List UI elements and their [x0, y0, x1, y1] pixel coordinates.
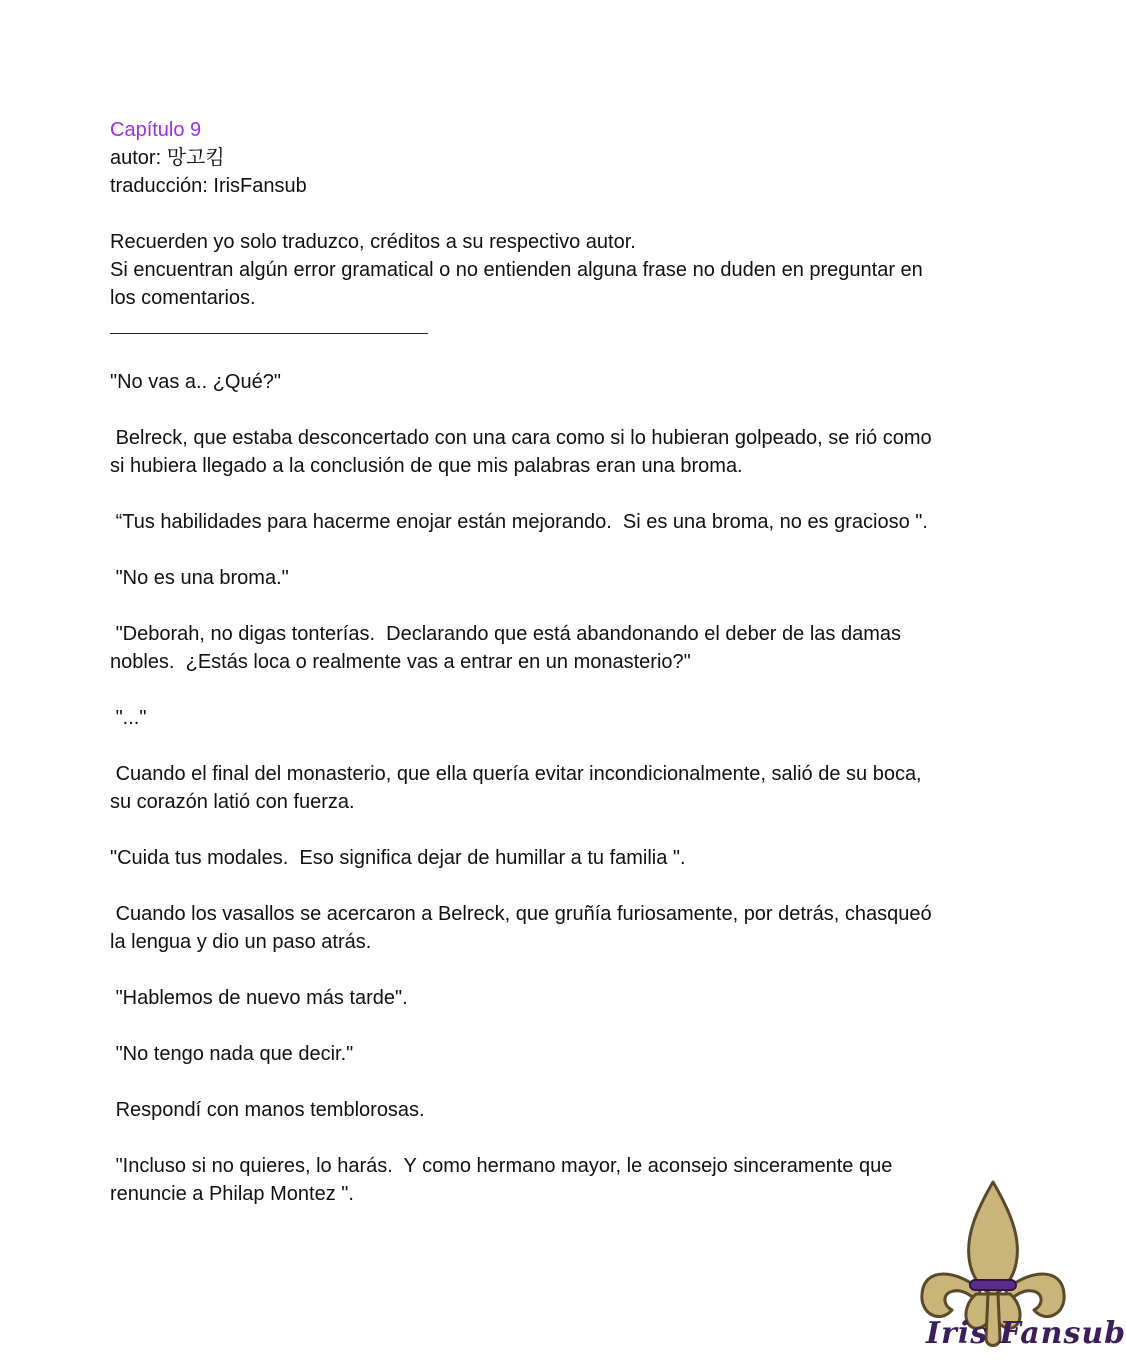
- paragraph: "No vas a.. ¿Qué?": [110, 371, 281, 393]
- chapter-title: Capítulo 9: [110, 119, 202, 141]
- paragraph: Cuando los vasallos se acercaron a Belreck, que gruñía furiosamente, por detrás, chasqueó la lengua y dio un paso atrás.: [110, 903, 938, 953]
- paragraph: "...": [110, 707, 147, 729]
- intro-line: Recuerden yo solo traduzco, créditos a su respectivo autor.: [110, 231, 636, 253]
- translation-line: traducción: IrisFansub: [110, 175, 307, 197]
- paragraph: "No tengo nada que decir.": [110, 1043, 354, 1065]
- paragraph: Cuando el final del monasterio, que ella quería evitar incondicionalmente, salió de su boca, su corazón latió con fuerza.: [110, 763, 928, 813]
- paragraph: "Incluso si no quieres, lo harás. Y como hermano mayor, le aconsejo sinceramente que renuncie a Philap Montez ".: [110, 1155, 898, 1205]
- paragraph: "Deborah, no digas tonterías. Declarando que está abandonando el deber de las damas nobles. ¿Estás loca o realmente vas a entrar en un monasterio?": [110, 623, 907, 673]
- paragraph: Respondí con manos temblorosas.: [110, 1099, 425, 1121]
- paragraph: “Tus habilidades para hacerme enojar están mejorando. Si es una broma, no es gracioso ".: [110, 511, 928, 533]
- document-body: [110, 116, 940, 1208]
- paragraph: Belreck, que estaba desconcertado con una cara como si lo hubieran golpeado, se rió como si hubiera llegado a la conclusión de que mis palabras eran una broma.: [110, 427, 938, 477]
- watermark-text: Iris Fansub: [926, 1316, 1126, 1351]
- paragraph: "Cuida tus modales. Eso significa dejar de humillar a tu familia ".: [110, 847, 686, 869]
- paragraph: "Hablemos de nuevo más tarde".: [110, 987, 408, 1009]
- separator-line: [110, 333, 428, 334]
- author-line: autor: 망고킴: [110, 147, 225, 169]
- paragraph: "No es una broma.": [110, 567, 289, 589]
- intro-line: Si encuentran algún error gramatical o no entienden alguna frase no duden en preguntar en los comentarios.: [110, 259, 929, 309]
